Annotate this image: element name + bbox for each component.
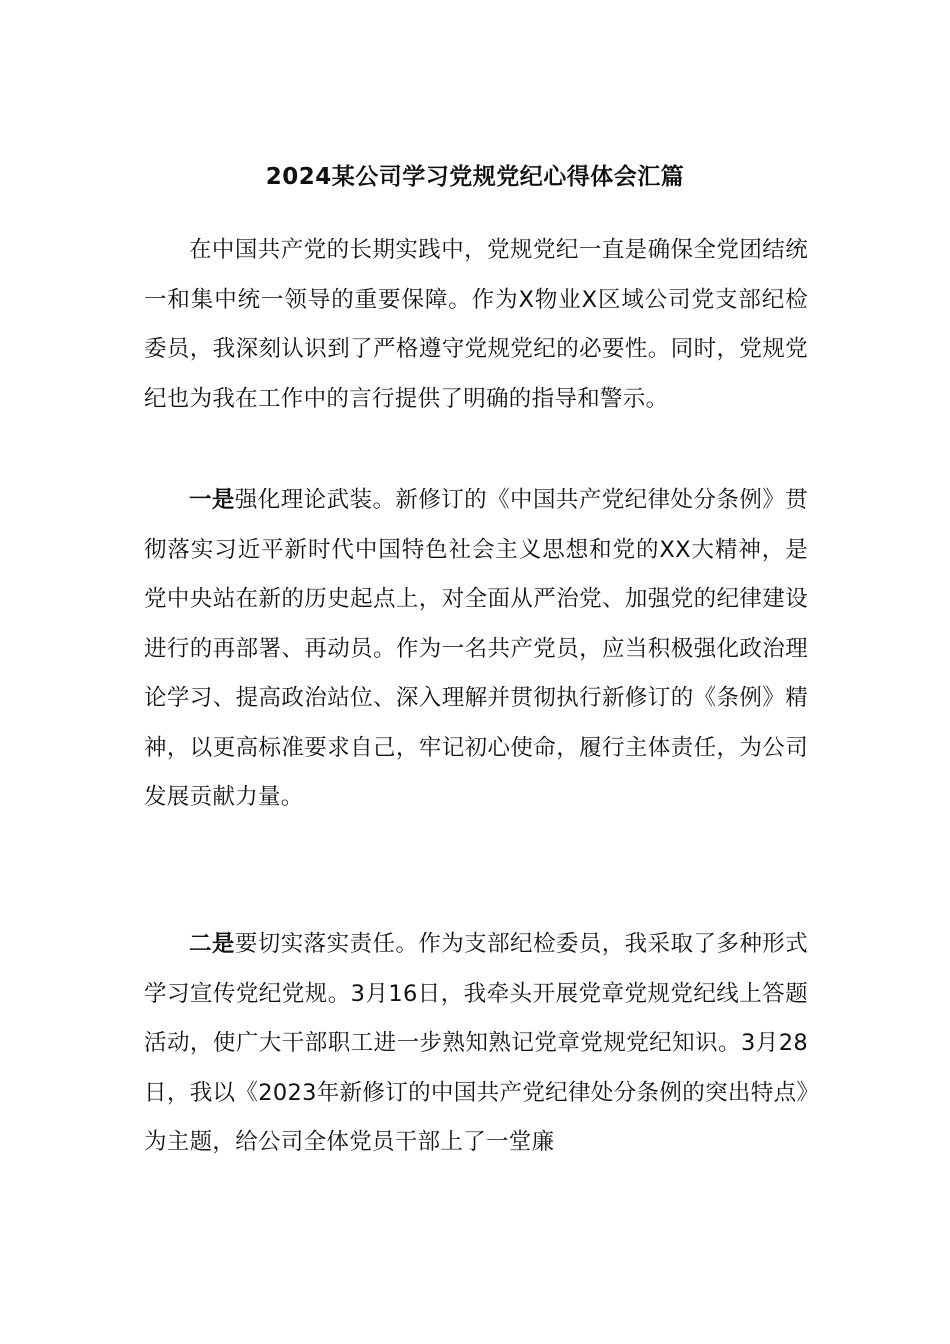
paragraph-lead: 一是	[189, 487, 235, 513]
paragraph-point-one	[144, 476, 808, 823]
paragraph-point-two	[144, 920, 808, 1168]
paragraph-text: 强化理论武装。新修订的《中国共产党纪律处分条例》贯彻落实习近平新时代中国特色社会主义思想和党的XX大精神，是党中央站在新的历史起点上，对全面从严治党、加强党的纪律建设进行的再部署、再动员。作为一名共产党员，应当积极强化政治理论学习、提高政治站位、深入理解并贯彻执行新修订的《条例》精神，以更高标准要求自己，牢记初心使命，履行主体责任，为公司发展贡献力量。	[144, 487, 808, 810]
document-title: 2024某公司学习党规党纪心得体会汇篇	[265, 164, 685, 190]
paragraph-lead: 二是	[189, 931, 235, 957]
paragraph-text: 在中国共产党的长期实践中，党规党纪一直是确保全党团结统一和集中统一领导的重要保障。作为X物业X区域公司党支部纪检委员，我深刻认识到了严格遵守党规党纪的必要性。同时，党规党纪也为我在工作中的言行提供了明确的指导和警示。	[144, 237, 808, 412]
paragraph-intro	[144, 226, 808, 424]
paragraph-text: 要切实落实责任。作为支部纪检委员，我采取了多种形式学习宣传党纪党规。3月16日，我牵头开展党章党规党纪线上答题活动，使广大干部职工进一步熟知熟记党章党规党纪知识。3月28日，我以《2023年新修订的中国共产党纪律处分条例的突出特点》为主题，给公司全体党员干部上了一堂廉	[144, 931, 808, 1155]
